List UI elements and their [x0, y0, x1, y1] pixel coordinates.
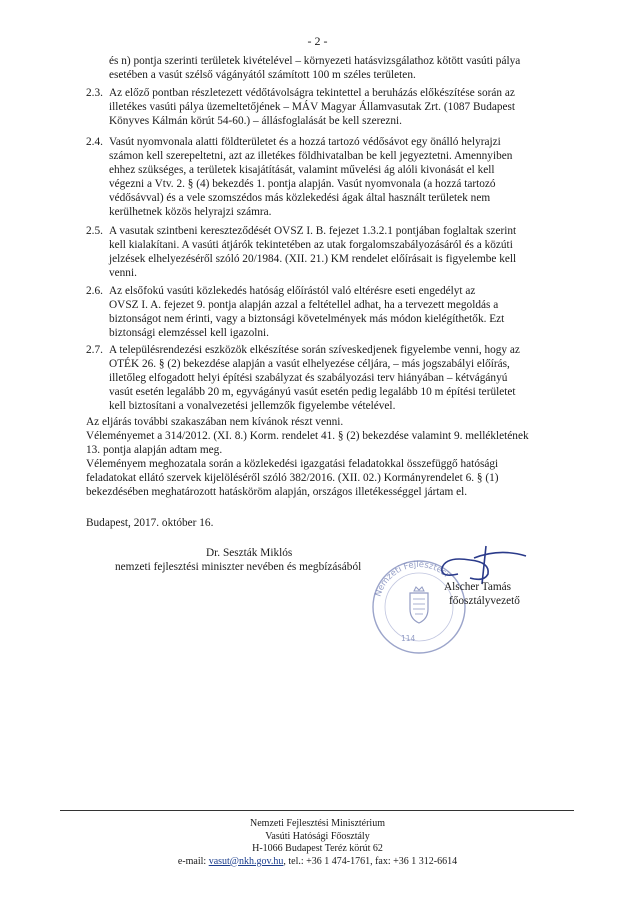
footer-street: H-1066 Budapest Teréz körút 62: [252, 843, 383, 854]
footer-department: Vasúti Hatósági Főosztály: [265, 830, 370, 842]
officer-name: Alscher Tamás: [444, 581, 512, 593]
closing-line: Véleményem meghozatala során a közlekedési igazgatási feladatokkal összefüggő hatósági: [86, 458, 499, 471]
item-line: illetőleg elfogadott helyi építési szabályzat és szabályozási terv hiányában – kétvágányú: [109, 372, 508, 385]
item-line: A vasutak szintbeni kereszteződését OVSZ I. B. fejezet 1.3.2.1 pontjában foglaltak szerint: [109, 225, 517, 237]
signatory-title: nemzeti fejlesztési miniszter nevében és megbízásából: [115, 561, 362, 573]
item-line: A településrendezési eszközök elkészítése során szíveskedjenek figyelembe venni, hogy az: [109, 344, 520, 356]
item-line: kell kialakítani. A vasúti átjárók tekintetében az utak forgalomszabályozásáról és a közúti: [109, 239, 513, 252]
footer-phone-fax: , tel.: +36 1 474-1761, fax: +36 1 312-6614: [283, 855, 458, 867]
closing-line: Véleményemet a 314/2012. (XI. 8.) Korm. rendelet 41. § (2) bekezdése valamint 9. mellékletének: [86, 430, 529, 443]
footer-email-label: e-mail:: [177, 855, 207, 867]
footer-divider: [60, 810, 574, 811]
item-line: ehhez szükséges, a területek kisajátítását, valamint művelési ág alóli kivonását el kell: [109, 164, 495, 177]
item-line: végezni a Vtv. 2. § (4) bekezdés 1. pontja alapján. Vasút nyomvonala (a hozzá tartozó: [109, 178, 496, 191]
item-line: biztonságot nem érinti, vagy a biztonsági követelmények más módon kielégíthetők. Ezt: [109, 313, 505, 326]
item-line: kell biztosítani a vonalvezetési jellemzők figyelembe vételével.: [109, 400, 396, 413]
signatory-name: Dr. Seszták Miklós: [206, 547, 293, 559]
intro-line: esetében a vasút szélső vágányától számított 100 m széles területen.: [109, 69, 416, 82]
item-number: 2.5.: [86, 225, 103, 237]
footer-ministry: Nemzeti Fejlesztési Minisztérium: [250, 818, 385, 829]
item-2-4: [86, 135, 564, 220]
coat-of-arms-icon: [410, 587, 428, 623]
item-2-7: [86, 343, 564, 413]
closing-line: Az eljárás további szakaszában nem kívánok részt venni.: [86, 416, 344, 428]
item-line: biztonsági elemzéssel kell igazolni.: [109, 327, 269, 340]
item-line: venni.: [109, 267, 137, 280]
item-number: 2.4.: [86, 136, 103, 148]
item-line: jelzések elhelyezéséről szóló 20/1984. (XII. 21.) KM rendelet előírásait is figyelembe kell: [109, 253, 517, 266]
item-line: Vasút nyomvonala alatti földterületet és a hozzá tartozó védősávot egy önálló helyrajzi: [109, 136, 501, 148]
closing-line: bekezdésében meghatározott hatásköröm alapján, országos illetékességgel jártam el.: [86, 486, 468, 499]
closing-line: feladatokat ellátó szervek kijelöléséről szóló 382/2016. (XII. 02.) Kormányrendelet 6. § (1): [86, 472, 499, 485]
item-line: kerülhetnek közös helyrajzi számra.: [109, 206, 272, 219]
intro-paragraph: [109, 54, 564, 82]
footer-email-link[interactable]: vasut@nkh.gov.hu: [208, 855, 284, 867]
stamp-text-bottom: 114: [401, 634, 416, 643]
item-number: 2.3.: [86, 87, 103, 99]
officer-title: főosztályvezető: [449, 595, 520, 607]
item-number: 2.6.: [86, 285, 103, 297]
item-line: védősávval) és a vele szomszédos más közlekedési ágak által használt területek nem: [109, 192, 491, 205]
closing-paragraph: [86, 415, 564, 500]
place-date: Budapest, 2017. október 16.: [86, 517, 214, 529]
item-2-5: [86, 224, 564, 280]
intro-line: és n) pontja szerinti területek kivételével – környezeti hatásvizsgálathoz kötött vasúti pálya: [109, 55, 521, 67]
item-line: számon kell szerepeltetni, azt az illetékes földhivatalban be kell jegyeztetni. Amennyiben: [109, 150, 513, 163]
footer-contact: [0, 856, 635, 869]
item-line: Az előző pontban részletezett védőtávolságra tekintettel a beruházás előkészítése során az: [109, 87, 515, 99]
item-line: Az elsőfokú vasúti közlekedés hatóság előírástól való eltérésre eseti engedélyt az: [109, 285, 476, 297]
item-line: OTÉK 26. § (2) bekezdése alapján a vasút elhelyezése céljára, – más jogszabályi előírás,: [109, 358, 510, 371]
closing-line: 13. pontja alapján adtam meg.: [86, 444, 223, 457]
item-line: Könyves Kálmán körút 54-60.) – állásfoglalását be kell szerezni.: [109, 115, 402, 128]
item-line: OVSZ I. A. fejezet 9. pontja alapján azzal a feltétellel adhat, ha a tervezett megoldás a: [109, 299, 499, 312]
item-line: vasút esetén legalább 20 m, egyvágányú vasút esetén pedig legalább 10 m építési területet: [109, 386, 516, 399]
item-2-6: [86, 284, 564, 340]
page-number: - 2 -: [307, 34, 328, 48]
stamp-text-top: Nemzeti Fejlesztési: [373, 559, 451, 599]
footer-address: [0, 818, 635, 868]
item-2-3: [86, 86, 564, 128]
item-number: 2.7.: [86, 344, 103, 356]
item-line: illetékes vasúti pálya üzemeltetőjének – MÁV Magyar Államvasutak Zrt. (1087 Budapest: [109, 101, 516, 114]
